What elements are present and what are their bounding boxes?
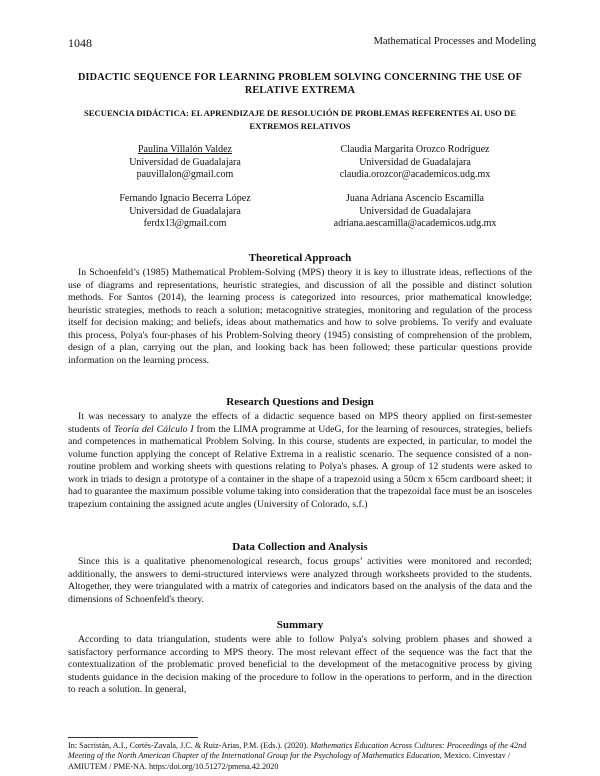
author-email: pauvillalon@gmail.com [136, 169, 234, 180]
paper-title-english: DIDACTIC SEQUENCE FOR LEARNING PROBLEM SOLVING CONCERNING THE USE OF RELATIVE EXTREMA [77, 72, 523, 96]
citation-prefix: In: Sacristán, A.I., Cortés-Zavala, J.C. & Ruiz-Arias, P.M. (Eds.). (2020). [68, 741, 311, 750]
author-name: Paulina Villalón Valdez [137, 144, 232, 155]
research-text-before: It was necessary to analyze the effects of a didactic sequence based on MPS theory applied on first-semester students of [68, 411, 532, 435]
author-affiliation: Universidad de Guadalajara [129, 156, 241, 168]
author-block-2 [295, 144, 535, 182]
author-affiliation: Universidad de Guadalajara [359, 156, 471, 168]
paragraph-research [68, 411, 532, 511]
author-block-4 [295, 193, 535, 231]
course-name: Teoría del Cálculo I [113, 423, 194, 435]
research-text-after: from the LIMA programme at UdeG, for the learning of resources, strategies, beliefs and competences in mathematical Problem Solving. In this course, students are expected, in particular, to model the volume function applying the concept of Relative Extrema in a realistic scenario. The sequence consisted of a non-routine problem and working sheets with questions relating to Polya's phases. A group of 12 students were asked to work in triads to design a prototype of a container in the shape of a trapezoid using a 50cm x 65cm cardboard sheet; it had to guarantee the maximum possible volume taking into consideration that the trapezoidal face must be an isosceles trapezium containing the assigned acute angles (University of Colorado, s.f.) [68, 423, 532, 510]
paper-title-spanish: SECUENCIA DIDÁCTICA: EL APRENDIZAJE DE RESOLUCIÓN DE PROBLEMAS REFERENTES AL USO DE EXTREMOS RELATIVOS [84, 108, 516, 131]
author-affiliation: Universidad de Guadalajara [129, 205, 241, 217]
section-heading-summary: Summary [276, 619, 324, 631]
author-email: adriana.aescamilla@academicos.udg.mx [333, 218, 497, 229]
author-name: Claudia Margarita Orozco Rodríguez [340, 144, 490, 155]
author-block-1 [65, 144, 305, 182]
section-heading-research: Research Questions and Design [226, 396, 374, 408]
author-email: ferdx13@gmail.com [143, 218, 227, 229]
paragraph-theoretical: In Schoenfeld’s (1985) Mathematical Problem-Solving (MPS) theory it is key to illustrate ideas, reflections of the use of diagrams and representations, heuristic strategies, and discussion of all the possible and distinct solution methods. For Santos (2014), the learning process is categorized into resources, prior mathematical knowledge; heuristic strategies, methods to reach a solution; metacognitive strategies, monitoring and regulation of the process itself for decision making; and beliefs, ideas about mathematics and how to solve problems. To verify and evaluate this process, Polya's four-phases of his Problem-Solving theory (1945) consisting of comprehension of the problem, design of a plan, carrying out the plan, and looking back has been followed; these particular questions provide information on the learning process. [68, 267, 532, 366]
footnote-rule [68, 737, 198, 738]
author-block-3 [65, 193, 305, 231]
author-name: Juana Adriana Ascencio Escamilla [345, 193, 484, 204]
paragraph-summary: According to data triangulation, students were able to follow Polya's solving problem phases and showed a satisfactory performance according to MPS theory. The most relevant effect of the sequence was the fact that the contextualization of the problematic proved beneficial to the development of the metacognitive process by giving students guidance in the decision making of the procedure to follow in the operations to perform, and in the direction to reach a solution. In general, [68, 634, 532, 696]
running-title: Mathematical Processes and Modeling [373, 36, 536, 47]
author-affiliation: Universidad de Guadalajara [359, 205, 471, 217]
page-number: 1048 [68, 36, 92, 50]
author-email: claudia.orozcor@academicos.udg.mx [339, 169, 491, 180]
paragraph-data: Since this is a qualitative phenomenological research, focus groups’ activities were monitored and recorded; additionally, the answers to demi-structured interviews were analyzed through worksheets provided to the students. Altogether, they were triangulated with a matrix of categories and indicators based on the analysis of the data and the dimensions of Schoenfeld's theory. [68, 556, 532, 605]
proceedings-title: Mathematics Education Across Cultures: Proceedings of the 42nd Meeting of the North American Chapter of the International Group for the Psychology of Mathematics Education [68, 741, 527, 761]
section-heading-theoretical: Theoretical Approach [248, 252, 352, 264]
citation-suffix: , Mexico. Cinvestav / AMIUTEM / PME-NA. https:/doi.org/10.51272/pmena.42.2020 [68, 751, 511, 771]
citation-footer [68, 741, 538, 772]
author-name: Fernando Ignacio Becerra López [119, 193, 251, 204]
section-heading-data: Data Collection and Analysis [232, 541, 368, 553]
